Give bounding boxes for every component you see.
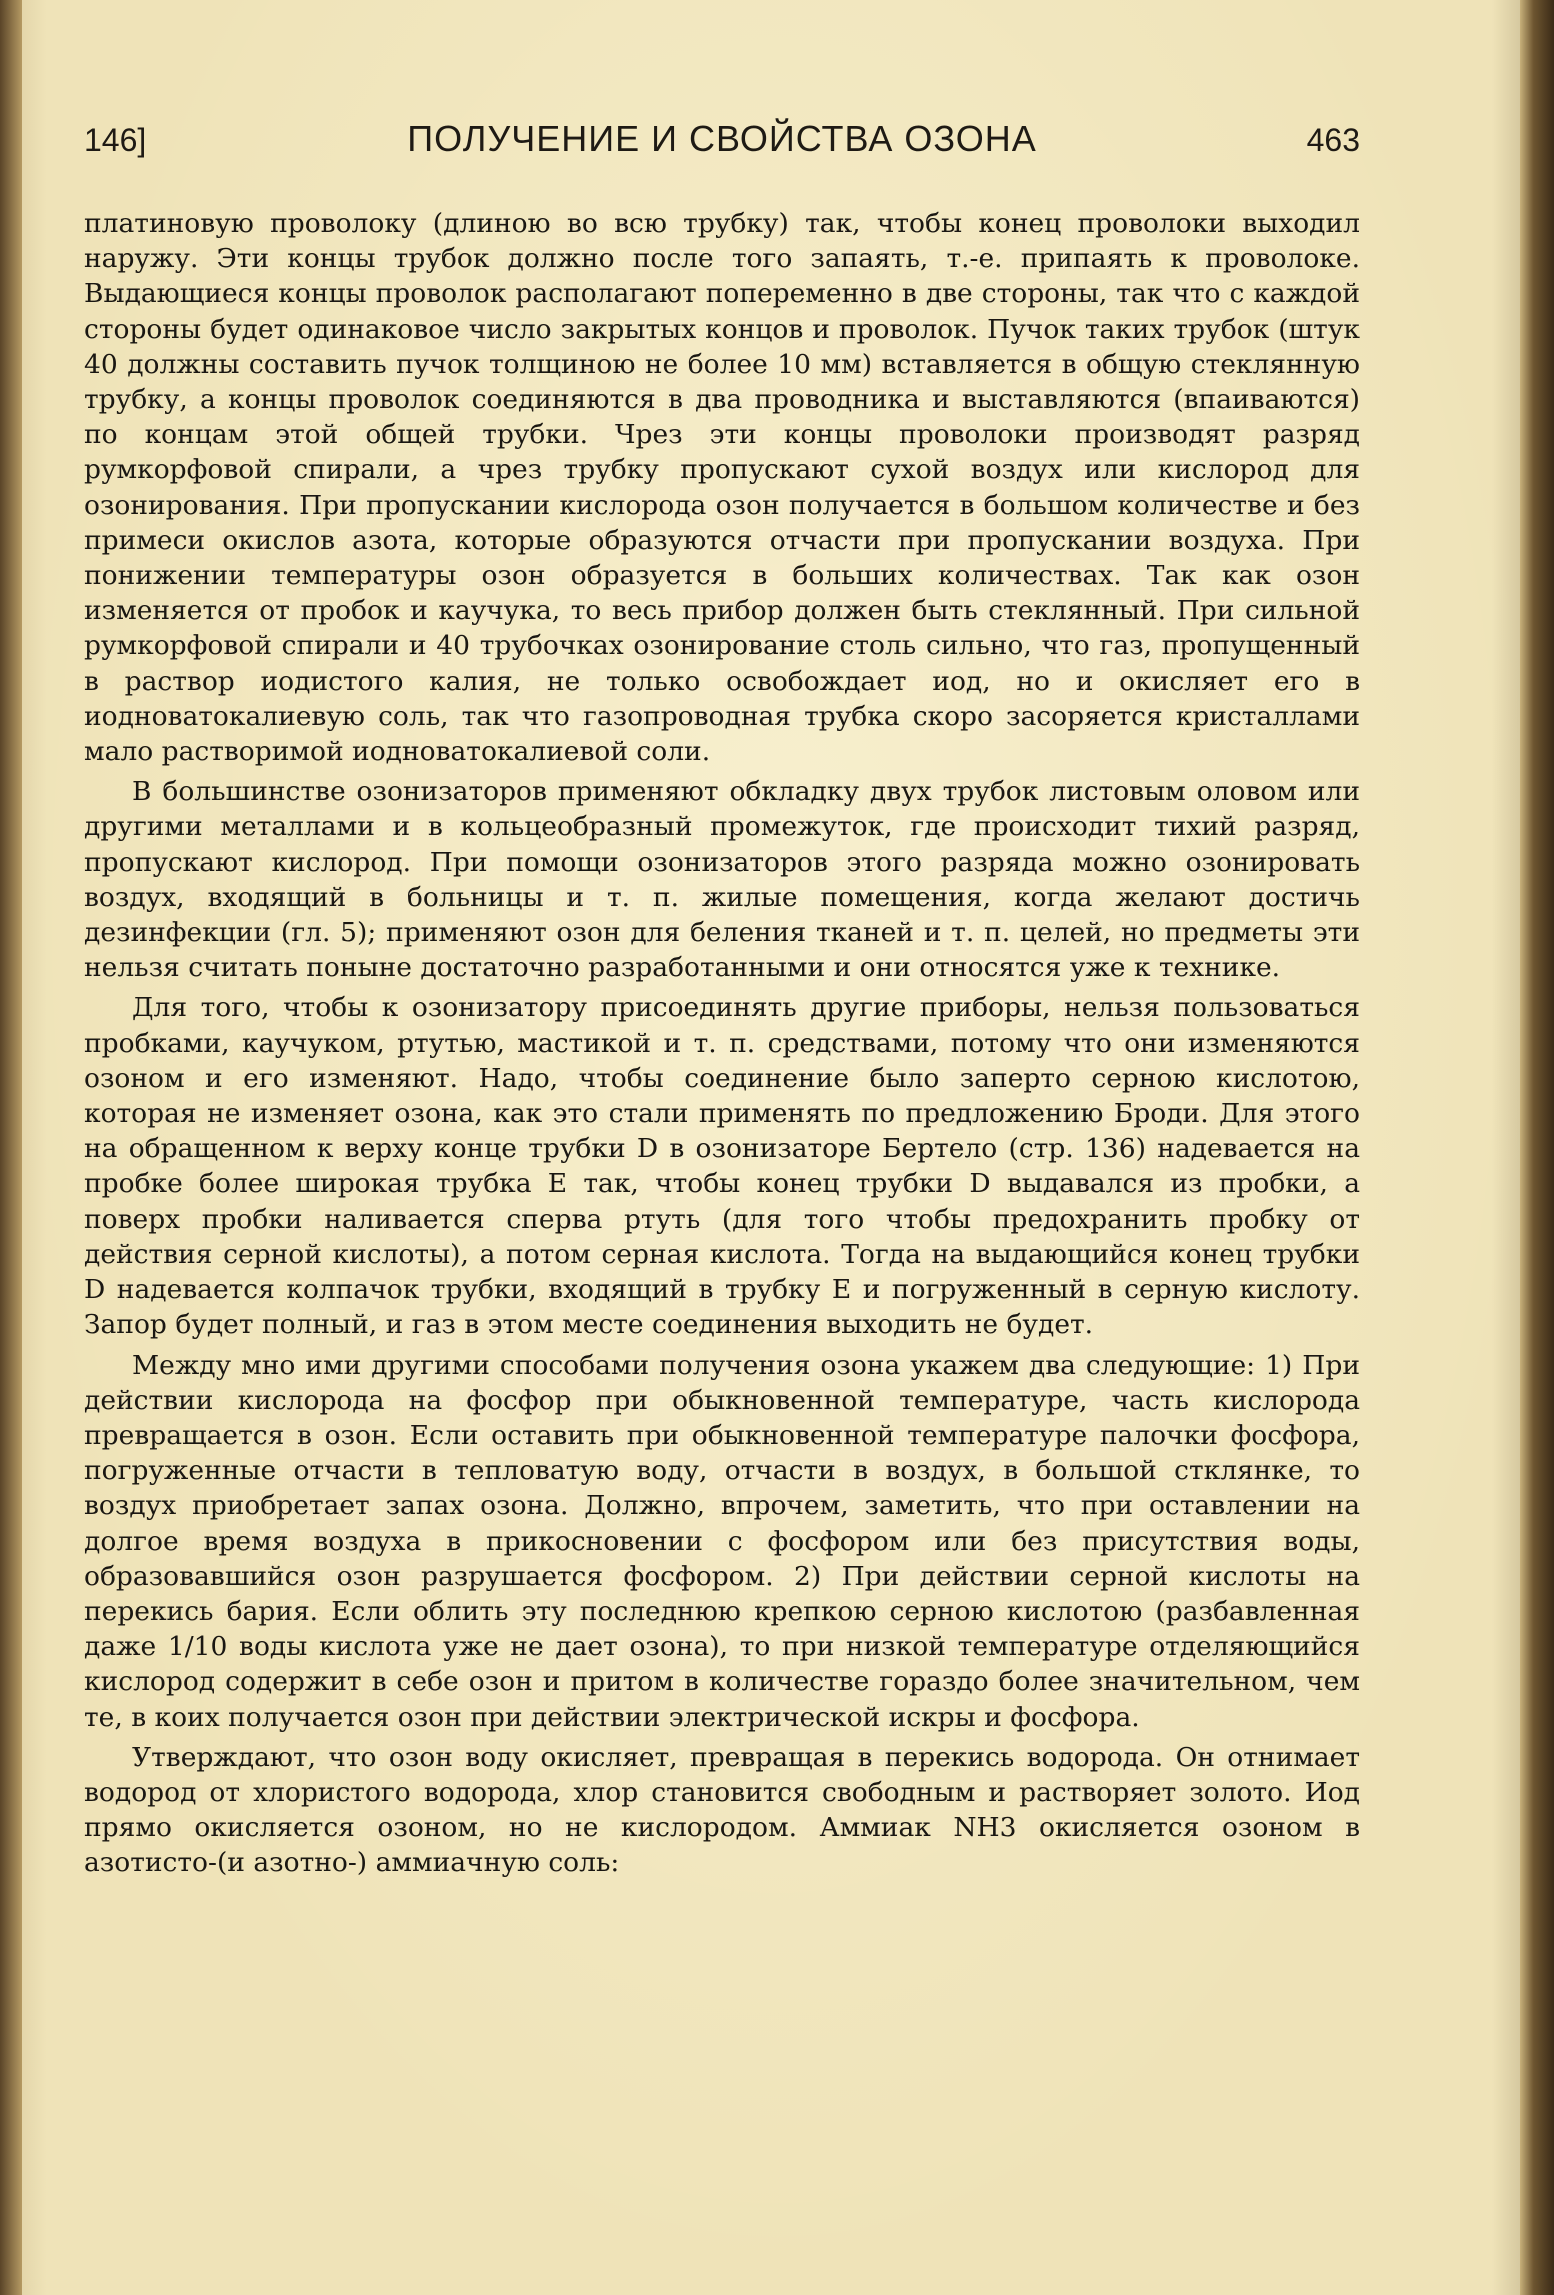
paragraph-4: Между мно ими другими способами получения озона укажем два следующие: 1) При действии кислорода на фосфор при обыкновенной температуре, часть кислорода превращается в озон. Если оставить при обыкновенной температуре палочки фосфора, погруженные отчасти в тепловатую воду, отчасти в воздух, в большой стклянке, то воздух приобретает запах озона. Должно, впрочем, заметить, что при оставлении на долгое время воздуха в прикосновении с фосфором или без присутствия воды, образовавшийся озон разрушается фосфором. 2) При действии серной кислоты на перекись бария. Если облить эту последнюю крепкою серною кислотою (разбавленная даже 1/10 воды кислота уже не дает озона), то при низкой температуре отделяющийся кислород содержит в себе озон и притом в количестве гораздо более значительном, чем те, в коих получается озон при действии электрической искры и фосфора. bbox=[84, 1349, 1360, 1733]
page-body bbox=[84, 206, 1360, 1881]
section-number: 146] bbox=[84, 122, 147, 158]
paragraph-3: Для того, чтобы к озонизатору присоединять другие приборы, нельзя пользоваться пробками, каучуком, ртутью, мастикой и т. п. средствами, потому что они изменяются озоном и его изменяют. Надо, чтобы соединение было заперто серною кислотою, которая не изменяет озона, как это стали применять по предложению Броди. Для этого на обращенном к верху конце трубки D в озонизаторе Бертело (стр. 136) надевается на пробке более широкая трубка E так, чтобы конец трубки D выдавался из пробки, а поверх пробки наливается сперва ртуть (для того чтобы предохранить пробку от действия серной кислоты), а потом серная кислота. Тогда на выдающийся конец трубки D надевается колпачок трубки, входящий в трубку E и погруженный в серную кислоту. Запор будет полный, и газ в этом месте соединения выходить не будет. bbox=[84, 992, 1360, 1341]
running-header bbox=[84, 118, 1360, 170]
paragraph-5: Утверждают, что озон воду окисляет, превращая в перекись водорода. Он отнимает водород от хлористого водорода, хлор становится свободным и растворяет золото. Иод прямо окисляется озоном, но не кислородом. Аммиак NH3 окисляется озоном в азотисто-(и азотно-) аммиачную соль: bbox=[84, 1741, 1360, 1879]
paragraph-2: В большинстве озонизаторов применяют обкладку двух трубок листовым оловом или другими металлами и в кольцеобразный промежуток, где происходит тихий разряд, пропускают кислород. При помощи озонизаторов этого разряда можно озонировать воздух, входящий в больницы и т. п. жилые помещения, когда желают достичь дезинфекции (гл. 5); применяют озон для беления тканей и т. п. целей, но предметы эти нельзя считать поныне достаточно разработанными и они относятся уже к технике. bbox=[84, 776, 1360, 984]
book-spine-shadow bbox=[0, 0, 22, 2295]
paragraph-1: платиновую проволоку (длиною во всю трубку) так, чтобы конец проволоки выходил наружу. Эти концы трубок должно после того запаять, т.-е. припаять к проволоке. Выдающиеся концы проволок располагают попеременно в две стороны, так что с каждой стороны будет одинаковое число закрытых концов и проволок. Пучок таких трубок (штук 40 должны составить пучок толщиною не более 10 мм) вставляется в общую стеклянную трубку, а концы проволок соединяются в два проводника и выставляются (впаиваются) по концам этой общей трубки. Чрез эти концы проволоки производят разряд румкорфовой спирали, а чрез трубку пропускают сухой воздух или кислород для озонирования. При пропускании кислорода озон получается в большом количестве и без примеси окислов азота, которые образуются отчасти при пропускании воздуха. При понижении температуры озон образуется в больших количествах. Так как озон изменяется от пробок и каучука, то весь прибор должен быть стеклянный. При сильной румкорфовой спирали и 40 трубочках озонирование столь сильно, что газ, пропущенный в раствор иодистого калия, не только освобождает иод, но и окисляет его в иодноватокалиевую соль, так что газопроводная трубка скоро засоряется кристаллами мало растворимой иодноватокалиевой соли. bbox=[84, 208, 1360, 768]
running-title: ПОЛУЧЕНИЕ И СВОЙСТВА ОЗОНА bbox=[407, 118, 1037, 159]
page-number: 463 bbox=[1306, 122, 1360, 158]
page-edge-shadow bbox=[1520, 0, 1554, 2295]
